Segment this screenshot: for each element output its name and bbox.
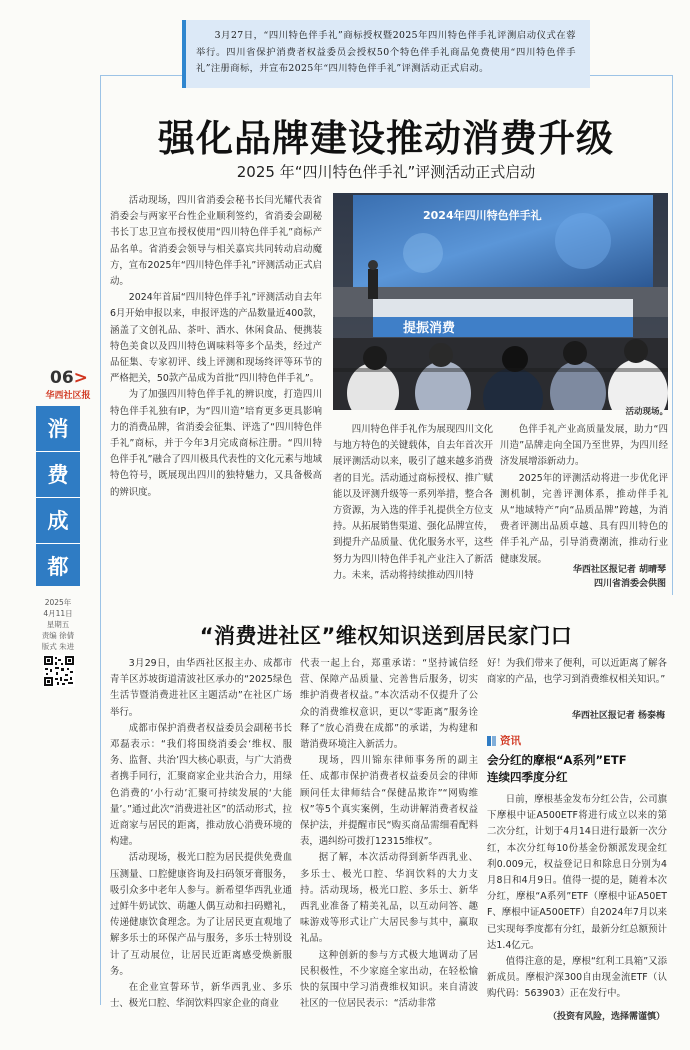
column-char: 都 — [47, 554, 69, 579]
edition-name: 华西社区报 — [45, 391, 91, 401]
paragraph: 为了加强四川特色伴手礼的辨识度，打造四川特色伴手礼独有IP，为“四川造”培育更多更具影响力的消费品牌，省消委会征集、评选了“四川特色伴手礼”商标，并于今年3月完成商标注册。“四川特色伴手礼”融合了四川极具代表性的文化元素与地域特色符号，既展现出四川的独特魅力，又具备极高的辨识度。 — [110, 389, 322, 498]
main-article-col1 — [110, 193, 322, 501]
paragraph: 色伴手礼产业高质量发展，助力“四川造”品牌走向全国乃至世界，为四川经济发展增添新动力。 — [500, 424, 668, 468]
paragraph: 现场，四川锦东律师事务所的副主任、成都市保护消费者权益委员会的律师顾问任太律师结合“保健品欺诈”“网购维权”等5个真实案例，生动讲解消费者权益保护法，并提醒市民“购买商品需细看配料表，遇纠纷可拨打12315维权”。 — [300, 755, 478, 848]
paragraph: 2025年的评测活动将进一步优化评测机制，完善评测体系，推动伴手礼从“地域特产”向“品质品牌”跨越，为消费者评测出品质卓越、具有四川特色的伴手礼产品，引导消费潮流，推动行业健康发展。 — [500, 472, 668, 565]
event-photo — [333, 193, 668, 410]
info-tag — [487, 733, 537, 747]
paragraph: 日前，摩根基金发布分红公告，公司旗下摩根中证A500ETF将进行成立以来的第二次分红，计划于4月14日进行最新一次分红，本次分红每10份基金份额派发现金红利0.009元，权益登记日和除息日分别为4月8日和4月9日。值得一提的是，随着本次分红，摩根“A系列”ETF（摩根中证A50ETF、摩根中证A500ETF）自2024年7月以来已实现每季度都有分红，最新分红总额预计达1.4亿元。 — [487, 794, 667, 951]
paragraph: 这种创新的参与方式极大地调动了居民积极性，不少家庭全家出动，在轻松愉快的氛围中学习消费维权知识。来自清波社区的一位居民表示：“活动非常 — [300, 949, 478, 1010]
issue-date: 2025年 4月11日 星期五 责编 徐倩 版式 朱进 — [41, 598, 75, 651]
second-headline: “消费进社区”维权知识送到居民家门口 — [199, 624, 573, 648]
photo-caption: 活动现场。 — [625, 407, 668, 417]
main-article-col3 — [500, 422, 668, 568]
info-tag-label: 资讯 — [500, 735, 521, 747]
paragraph: 活动现场，四川省消委会秘书长闫光耀代表省消委会与两家平台性企业顺利签约，省消委会副秘书长丁忠卫宣布授权使用“四川特色伴手礼”商标产品名单。省消委会领导与相关嘉宾共同转动启动魔方，宣布2025年“四川特色伴手礼”评测活动正式启动。 — [110, 195, 322, 288]
main-article-col2 — [333, 422, 493, 584]
paragraph: 代表一起上台，郑重承诺：“坚持诚信经营、保障产品质量、完善售后服务，切实维护消费者权益。”本次活动不仅提升了公众的消费维权意识，更以“零距离”服务诠释了“放心消费在成都”的承诺，为构建和谐消费环境注入新活力。 — [300, 658, 478, 751]
paragraph: 成都市保护消费者权益委员会副秘书长邓磊表示：“我们将围绕消委会‘维权、服务、监督、共治’四大核心职责，与广大消费者携手同行，汇聚商家企业共治合力，用绿色消费的‘小行动’汇聚可持续发展的‘大能量’。”通过此次“消费进社区”的活动形式，拉近商家与居民的距离，推动放心消费环境的构建。 — [110, 722, 292, 848]
info-title: 会分红的摩根“A系列”ETF 连续四季度分红 — [487, 753, 627, 784]
lead-summary-text: 3月27日，“四川特色伴手礼”商标授权暨2025年四川特色伴手礼评测启动仪式在蓉举行。四川省保护消费者权益委员会授权50个特色伴手礼商品免费使用“四川特色伴手礼”注册商标，并宣布2025年“四川特色伴手礼”评测活动正式启动。 — [196, 30, 576, 74]
lead-summary-box — [182, 20, 590, 88]
paragraph: 四川特色伴手礼作为展现四川文化与地方特色的关键载体，自去年首次开展评测活动以来，吸引了越来越多消费者的目光。活动通过商标授权、推广赋能以及评测升级等一系列举措，整合各方资源，为入选的伴手礼提供全方位支持。从拓展销售渠道、强化品牌宣传，到提升产品质量、优化服务水平，这些努力为四川特色伴手礼产业注入了新活力。未来，活动将持续推动四川特 — [333, 424, 493, 581]
paragraph: 3月29日，由华西社区报主办、成都市青羊区苏坡街道清波社区承办的“2025绿色生活节暨消费进社区主题活动”在社区广场举行。 — [110, 658, 292, 718]
second-article-col2 — [300, 656, 478, 1012]
info-footer: （投资有风险，选择需谨慎） — [547, 1012, 665, 1022]
paragraph: 据了解，本次活动得到新华西乳业、多乐士、极光口腔、华润饮料的大力支持。活动现场，极光口腔、多乐士、新华西乳业准备了精美礼品，以互动问答、趣味游戏等形式让广大居民参与其中，赢取礼品。 — [300, 852, 478, 945]
paragraph: 在企业宣誓环节，新华西乳业、多乐士、极光口腔、华润饮料四家企业的商业 — [110, 982, 292, 1010]
banner-accent-bar — [182, 20, 186, 88]
paragraph: 值得注意的是，摩根“红利工具箱”又添新成员。摩根沪深300自由现金流ETF（认购代码：563903）正在发行中。 — [487, 956, 667, 1000]
info-body — [487, 792, 667, 1003]
second-article-col3 — [487, 656, 667, 688]
paragraph: 活动现场，极光口腔为居民提供免费血压测量、口腔健康咨询及扫码领牙膏服务，吸引众多中老年人参与。新希望华西乳业通过鲜牛奶试饮、萌趣人偶互动和扫码赠礼，传递健康饮食理念。为了让居民更直观地了解多乐士的环保产品与服务，多乐士特别设计了互动展位，让居民近距离感受焕新服务。 — [110, 852, 292, 977]
column-char: 成 — [47, 508, 69, 533]
reporter-credit: 华西社区报记者 胡晴琴 四川省消委会供图 — [572, 565, 666, 589]
main-subhead: 2025 年“四川特色伴手礼”评测活动正式启动 — [236, 163, 536, 181]
qr-code[interactable] — [43, 655, 75, 687]
column-char: 消 — [47, 416, 69, 441]
second-article-col1 — [110, 656, 292, 1012]
column-title-box — [36, 406, 80, 586]
stage-banner-text: 提振消费 — [403, 321, 456, 336]
main-headline: 强化品牌建设推动消费升级 — [158, 117, 614, 160]
second-reporter-credit: 华西社区报记者 杨泰梅 — [571, 711, 665, 721]
page-number: 06> — [50, 368, 88, 388]
column-char: 费 — [47, 462, 69, 487]
stage-screen-text: 2024年四川特色伴手礼 — [423, 209, 542, 222]
paragraph: 好！为我们带来了便利，可以近距离了解各商家的产品，也学习到消费维权相关知识。” — [487, 658, 667, 686]
paragraph: 2024年首届“四川特色伴手礼”评测活动自去年6月开始申报以来，申报评选的产品数量近400款，涵盖了文创礼品、茶叶、酒水、休闲食品、便携装特色美食以及四川特色调味料等多个品类，经过产品征集、专家初评、线上评测和现场终评等环节的严格把关，50款产品成为首批“四川特色伴手礼”。 — [110, 292, 322, 385]
